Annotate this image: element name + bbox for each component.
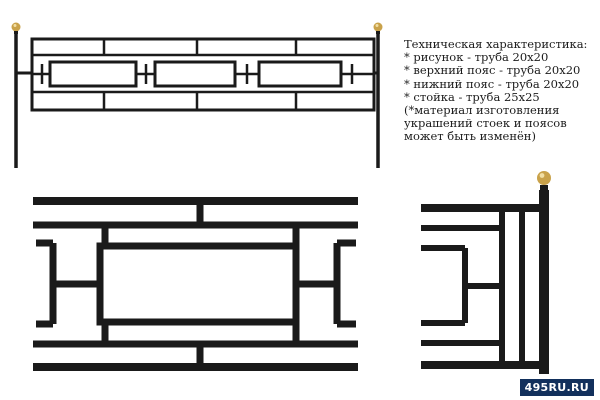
pattern-lower xyxy=(32,92,374,110)
spec-block xyxy=(404,38,598,144)
finial-detail-icon xyxy=(537,171,551,190)
finial-right-icon xyxy=(374,23,383,35)
detail-center-panel xyxy=(100,246,296,322)
pattern-detail-large xyxy=(33,201,358,367)
spec-list xyxy=(404,51,598,104)
detail-side-h-left xyxy=(36,243,100,324)
pattern-upper xyxy=(32,39,374,55)
site-watermark: 495RU.RU xyxy=(520,379,594,396)
spec-item: * верхний пояс - труба 20х20 xyxy=(404,63,581,78)
spec-item: * нижний пояс - труба 20х20 xyxy=(404,76,580,91)
pattern-panels xyxy=(50,62,341,86)
finial-left-icon xyxy=(12,23,21,35)
detail-side-h-right xyxy=(296,243,356,324)
frame-outer xyxy=(32,39,374,110)
spec-item: * стойка - труба 25х25 xyxy=(404,89,540,104)
fence-section-overview xyxy=(12,23,383,169)
spec-item: * рисунок - труба 20х20 xyxy=(404,50,549,65)
post-detail-post xyxy=(539,190,549,374)
spec-note: (*материал изготовления украшений стоек и поясов может быть изменён) xyxy=(404,103,567,144)
spec-title: Техническая характеристика: xyxy=(404,37,588,51)
post-detail-pattern xyxy=(421,208,522,365)
pattern-connectors xyxy=(32,64,374,84)
post-detail xyxy=(421,171,551,374)
